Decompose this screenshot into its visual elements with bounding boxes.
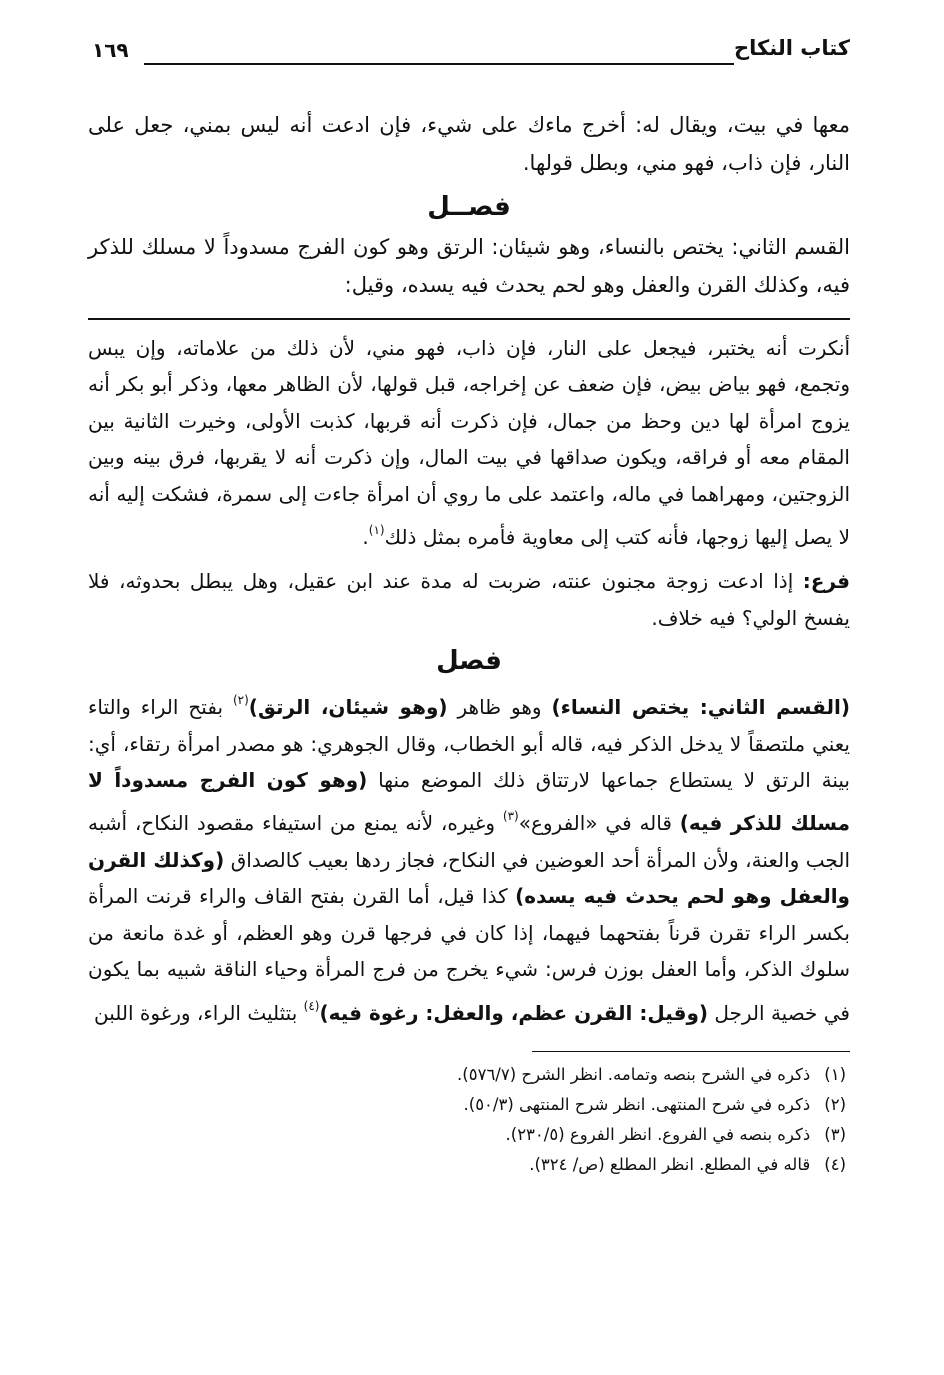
footnote-ref-1[interactable]: (١) — [368, 523, 385, 538]
page-number: ١٦٩ — [92, 38, 129, 62]
running-header — [88, 36, 850, 78]
footnote-rule — [532, 1051, 850, 1052]
quoted-matn: (وهو كون الفرج مسدوداً لا مسلك للذكر فيه) — [88, 768, 850, 836]
footnote-number: (٣) — [824, 1124, 846, 1144]
footnote-number: (١) — [824, 1064, 846, 1084]
footnote-ref-3[interactable]: (٣) — [502, 809, 519, 824]
header-rule — [144, 63, 734, 65]
footnote-text: ذكره في شرح المنتهى. انظر شرح المنتهى (٥٠/٣). — [463, 1094, 811, 1114]
footnote-item — [88, 1150, 850, 1180]
footnotes — [88, 1060, 850, 1180]
commentary-text: وهو ظاهر — [447, 695, 552, 720]
commentary-text: وغيره، لأنه يمنع من استيفاء مقصود النكاح، أشبه الجب والعنة، ولأن المرأة أحد العوضين في النكاح، فجاز ردها بعيب كالصداق — [88, 811, 850, 872]
chapter-title: كتاب النكاح — [734, 36, 850, 60]
section-heading-text: فصــل — [427, 192, 511, 222]
footnote-text: ذكره بنصه في الفروع. انظر الفروع (٢٣٠/٥). — [505, 1124, 811, 1144]
far-paragraph — [88, 563, 850, 636]
commentary-text: كذا قيل، أما القرن بفتح القاف والراء قرنت المرأة بكسر الراء تقرن قرناً بفتحهما فيهما، إذا كان في فرجها قرن وهو العظم، أو غدة مانعة من سلوك الذكر، وأما العفل بوزن فرس: شيء يخرج من فرج المرأة وحياء الناقة شبيه بما يكون في خصية الرجل — [88, 884, 850, 1025]
commentary-text: بفتح الراء والتاء يعني ملتصقاً لا يدخل الذكر فيه، قاله أبو الخطاب، وقال الجوهري: هو مصدر امرأة رتقاء، أي: بينة الرتق لا يستطاع جماعها لارتتاق ذلك الموضع منها — [88, 695, 850, 793]
quoted-matn: (وهو شيئان، الرتق) — [248, 695, 448, 720]
footnote-number: (٢) — [824, 1094, 846, 1114]
footnote-item — [88, 1060, 850, 1090]
footnote-ref-2[interactable]: (٢) — [232, 693, 249, 708]
footnote-ref-4[interactable]: (٤) — [303, 998, 320, 1013]
commentary-text: أنكرت أنه يختبر، فيجعل على النار، فإن ذاب، فهو مني، لأن ذلك من علاماته، وإن يبس وتجمع، فهو بياض بيض، فإن ضعف عن إخراجه، قبل قولها، لأن الظاهر معها، وذكر أبو بكر أنه يزوج امرأة لها دين وحظ من جمال، فإن ذكرت أنه قربها، كذبت الأولى، وخيرت الثانية بين المقام معه أو فراقه، ويكون صداقها في بيت المال، وإن ذكرت أنه لا يقربها، فرق بينه وبين الزوجتين، ومهراهما في ماله، واعتمد على ما روي أن امرأة جاءت إلى سمرة، فشكت إليه أنه لا يصل إليها زوجها، فأنه كتب إلى معاوية فأمره بمثل ذلك — [88, 336, 850, 550]
matn-paragraph-1: معها في بيت، ويقال له: أخرج ماءك على شيء، فإن ادعت أنه ليس بمني، جعل على النار، فإن ذاب، فهو مني، وبطل قولها. — [88, 113, 850, 175]
quoted-matn: (وكذلك القرن والعفل وهو لحم يحدث فيه يسده) — [88, 847, 850, 909]
commentary-paragraph-1 — [88, 330, 850, 555]
far-text: إذا ادعت زوجة مجنون عنته، ضربت له مدة عند ابن عقيل، وهل يبطل بحدوثه، فلا يفسخ الولي؟ فيه خلاف. — [88, 569, 850, 630]
commentary-section-heading: فصل — [436, 646, 502, 677]
commentary-text-end: . — [362, 525, 369, 550]
quoted-matn: (وقيل: القرن عظم، والعفل: رغوة فيه) — [319, 1000, 709, 1025]
matn-paragraph-2: القسم الثاني: يختص بالنساء، وهو شيئان: الرتق وهو كون الفرج مسدوداً لا مسلك للذكر فيه، وكذلك القرن والعفل وهو لحم يحدث فيه يسده، وقيل: — [88, 235, 850, 297]
matn-commentary-divider — [88, 318, 850, 320]
commentary-text: قاله في «الفروع» — [518, 811, 680, 836]
quoted-matn: (القسم الثاني: يختص النساء) — [551, 695, 851, 720]
commentary-text: بتثليث الراء، ورغوة اللبن — [94, 1000, 304, 1025]
footnote-item — [88, 1090, 850, 1120]
far-label: فرع: — [802, 569, 850, 594]
book-page — [88, 36, 850, 1180]
footnote-number: (٤) — [824, 1154, 846, 1174]
footnote-text: ذكره في الشرح بنصه وتمامه. انظر الشرح (٥٧٦/٧). — [457, 1064, 811, 1084]
commentary-paragraph-2 — [88, 682, 850, 1031]
matn-section-heading — [88, 192, 850, 222]
footnote-text: قاله في المطلع. انظر المطلع (ص/ ٣٢٤). — [529, 1154, 811, 1174]
footnote-item — [88, 1120, 850, 1150]
